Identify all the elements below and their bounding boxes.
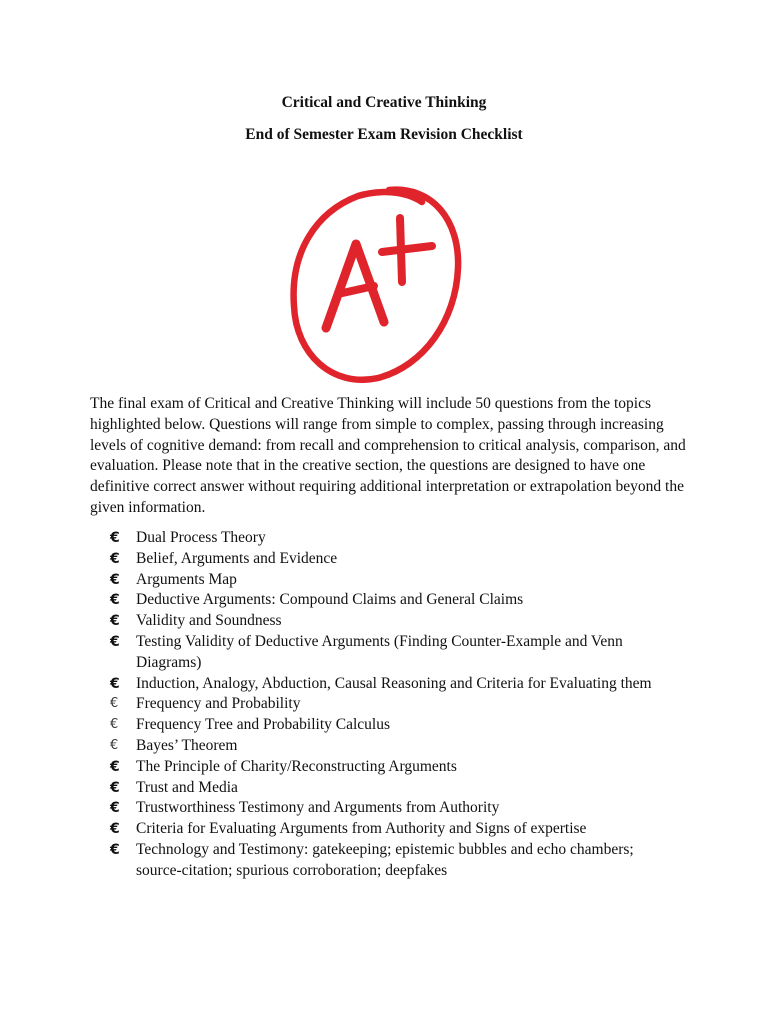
list-item: [110, 632, 670, 674]
euro-bullet-icon: €: [110, 779, 120, 796]
euro-bullet-icon: €: [110, 550, 120, 567]
list-item: [110, 590, 670, 611]
list-item: [110, 819, 670, 840]
topic-label: Validity and Soundness: [136, 612, 282, 630]
euro-bullet-icon: €: [110, 821, 120, 838]
euro-bullet-icon: €: [110, 571, 120, 588]
euro-bullet-icon: €: [110, 613, 120, 630]
list-item: [110, 778, 670, 799]
list-item: [110, 694, 670, 715]
topic-label: Trust and Media: [136, 778, 238, 796]
topic-label: Criteria for Evaluating Arguments from Authority and Signs of expertise: [136, 820, 587, 838]
euro-bullet-icon: €: [110, 696, 119, 712]
list-item: [110, 757, 670, 778]
list-item: [110, 715, 670, 736]
a-plus-grade-icon: [286, 182, 462, 384]
topic-label: Deductive Arguments: Compound Claims and General Claims: [136, 591, 524, 609]
topic-label: Trustworthiness Testimony and Arguments from Authority: [136, 799, 500, 817]
list-item: [110, 549, 670, 570]
list-item: [110, 674, 670, 695]
list-item: [110, 736, 670, 757]
list-item: [110, 528, 670, 549]
document-subtitle: End of Semester Exam Revision Checklist: [245, 126, 523, 143]
euro-bullet-icon: €: [110, 717, 119, 733]
topic-checklist: [110, 528, 670, 882]
topic-label: Belief, Arguments and Evidence: [136, 549, 338, 567]
topic-label: The Principle of Charity/Reconstructing Arguments: [136, 757, 457, 775]
topic-label: Arguments Map: [136, 570, 237, 588]
topic-label: Frequency Tree and Probability Calculus: [136, 716, 390, 734]
topic-label: Dual Process Theory: [136, 529, 266, 546]
euro-bullet-icon: €: [110, 530, 120, 546]
topic-label: Technology and Testimony: gatekeeping; epistemic bubbles and echo chambers; source-citation; spurious corroboration; deepfakes: [136, 840, 634, 879]
list-item: [110, 840, 670, 882]
topic-label: Bayes’ Theorem: [136, 736, 238, 754]
euro-bullet-icon: €: [110, 675, 120, 692]
topic-label: Induction, Analogy, Abduction, Causal Reasoning and Criteria for Evaluating them: [136, 674, 652, 692]
list-item: [110, 570, 670, 591]
euro-bullet-icon: €: [110, 800, 120, 817]
euro-bullet-icon: €: [110, 633, 120, 650]
euro-bullet-icon: €: [110, 758, 120, 775]
intro-paragraph: The final exam of Critical and Creative Thinking will include 50 questions from the topics highlighted below. Questions will range from simple to complex, passing through increasing levels of cognitive demand: from recall and comprehension to critical analysis, comparison, and evaluation. Please note that in the creative section, the questions are designed to have one definitive correct answer without requiring additional interpretation or extrapolation beyond the given information.: [90, 395, 686, 516]
topic-label: Frequency and Probability: [136, 695, 301, 713]
euro-bullet-icon: €: [110, 737, 119, 753]
euro-bullet-icon: €: [110, 841, 120, 858]
euro-bullet-icon: €: [110, 592, 120, 609]
document-title: Critical and Creative Thinking: [281, 94, 487, 111]
list-item: [110, 611, 670, 632]
list-item: [110, 798, 670, 819]
topic-label: Testing Validity of Deductive Arguments (Finding Counter-Example and Venn Diagrams): [136, 632, 623, 671]
